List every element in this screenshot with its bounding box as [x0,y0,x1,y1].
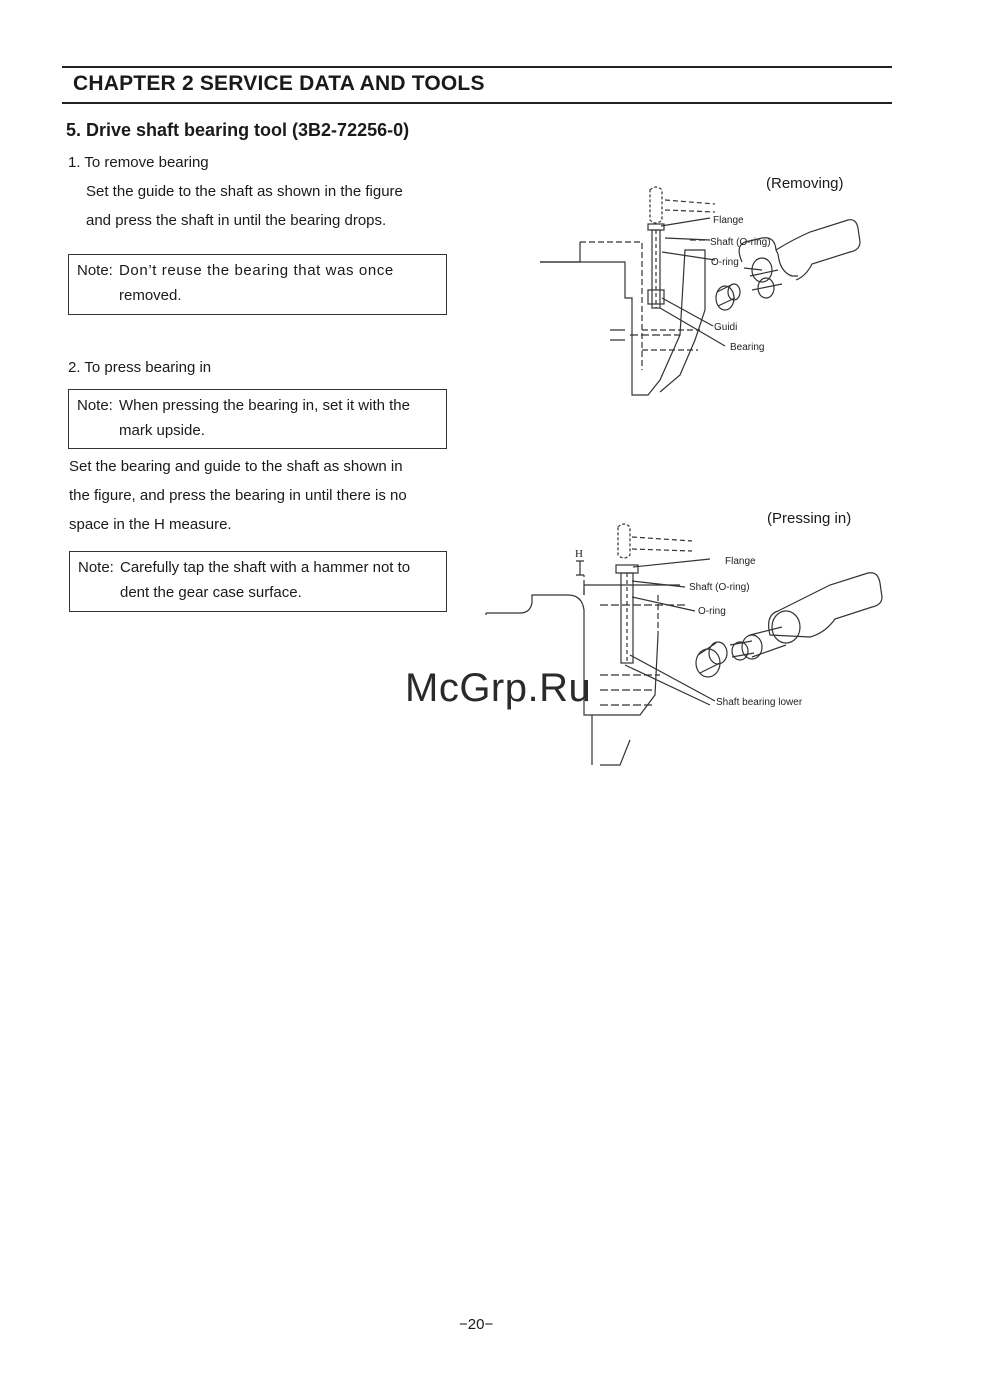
note-text: Don’t reuse the bearing that was once [119,262,394,279]
step2-text-line2: the figure, and press the bearing in until there is no [69,487,407,504]
note-text: mark upside. [119,422,205,439]
step1-text-line2: and press the shaft in until the bearing drops. [86,212,387,229]
step2-text-line1: Set the bearing and guide to the shaft as shown in [69,458,403,475]
label-shaft-oring: Shaft (O-ring) [710,237,771,248]
label-oring: O-ring [698,606,726,617]
figure-caption-pressing: (Pressing in) [767,510,852,527]
label-flange: Flange [713,215,744,226]
step1-text-line1: Set the guide to the shaft as shown in the figure [86,183,403,200]
step1-heading: 1. To remove bearing [68,154,209,171]
note-label: Note: [77,262,113,279]
section-title: 5. Drive shaft bearing tool (3B2-72256-0) [66,120,410,140]
note-text: Carefully tap the shaft with a hammer not to [120,559,411,576]
chapter-title: CHAPTER 2 SERVICE DATA AND TOOLS [73,72,485,95]
label-guide: Guidi [714,322,738,333]
label-oring: O-ring [711,257,739,268]
note-box-hammer [69,551,447,612]
note-text: When pressing the bearing in, set it with the [119,397,410,414]
label-bearing: Bearing [730,342,765,353]
page-number: −20− [459,1316,494,1333]
figure-caption-removing: (Removing) [766,175,844,192]
label-shaft-bearing-lower: Shaft bearing lower [716,697,803,708]
pressing-diagram [480,515,900,770]
chapter-header [62,66,892,104]
label-h: H [575,548,583,560]
note-text: dent the gear case surface. [120,584,302,601]
note-text: removed. [119,287,182,304]
step2-text-line3: space in the H measure. [69,516,232,533]
label-shaft-oring: Shaft (O-ring) [689,582,750,593]
watermark-text: McGrp.Ru [405,666,592,710]
note-label: Note: [77,397,113,414]
step2-heading: 2. To press bearing in [68,359,212,376]
removing-diagram [530,180,900,410]
note-label: Note: [78,559,114,576]
note-box-mark [68,389,447,449]
label-flange: Flange [725,556,756,567]
note-box-reuse [68,254,447,315]
